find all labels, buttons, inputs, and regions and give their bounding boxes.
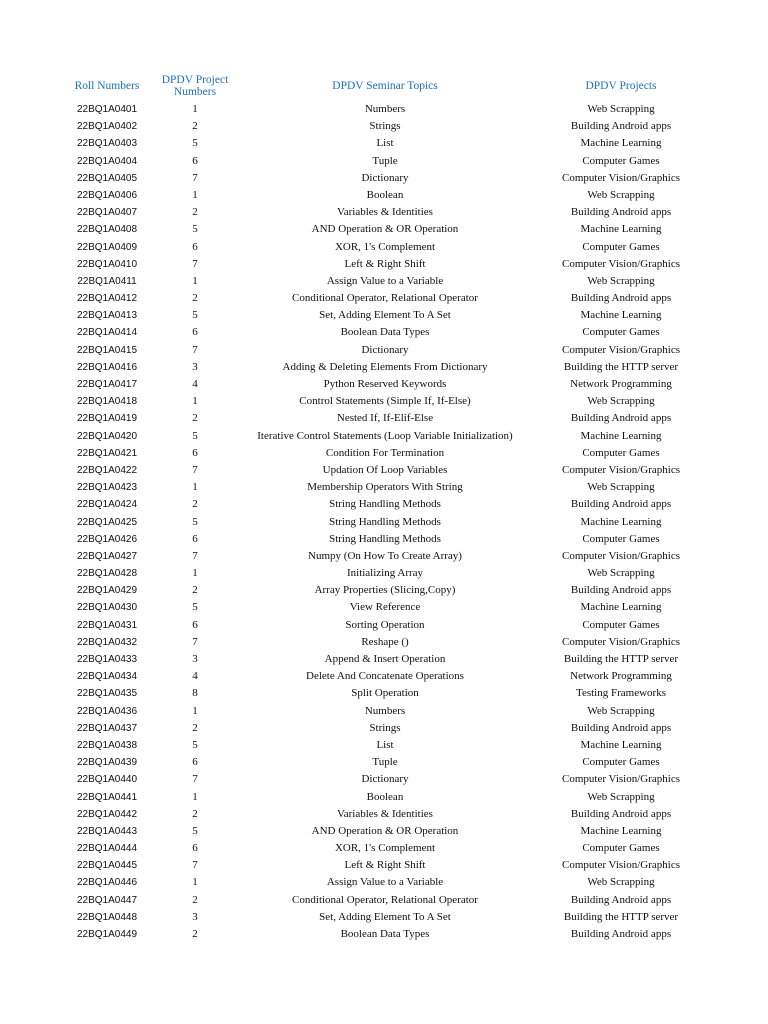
project-number-cell: 2	[192, 721, 198, 734]
project-number-cell: 4	[192, 670, 198, 683]
project-number-cell: 3	[192, 653, 198, 665]
seminar-topic-cell: Adding & Deleting Elements From Dictionary	[282, 360, 488, 373]
table-row	[0, 496, 768, 513]
roll-number-cell: 22BQ1A0449	[76, 929, 138, 940]
project-number-cell: 7	[192, 257, 198, 270]
roll-number-cell: 22BQ1A0443	[76, 825, 138, 837]
roll-number-cell: 22BQ1A0438	[76, 739, 138, 751]
project-number-cell: 1	[192, 188, 198, 201]
table-header	[0, 72, 768, 100]
roll-number-cell: 22BQ1A0408	[76, 224, 138, 236]
seminar-topic-cell: Delete And Concatenate Operations	[306, 670, 464, 683]
roll-number-cell: 22BQ1A0425	[76, 516, 138, 528]
project-number-cell: 4	[192, 378, 198, 390]
project-number-cell: 5	[192, 515, 198, 528]
seminar-topic-cell: XOR, 1's Complement	[334, 842, 436, 855]
table-row	[0, 789, 768, 806]
roll-number-cell: 22BQ1A0445	[76, 860, 138, 872]
seminar-topic-cell: Initializing Array	[346, 567, 424, 580]
roll-number-cell: 22BQ1A0401	[76, 104, 138, 115]
project-number-cell: 6	[192, 326, 198, 339]
project-cell: Computer Games	[582, 154, 660, 167]
table-row	[0, 187, 768, 204]
roll-number-cell: 22BQ1A0435	[76, 688, 138, 700]
project-number-cell: 6	[192, 240, 198, 253]
project-number-cell: 1	[192, 567, 198, 580]
table-row	[0, 565, 768, 582]
roll-number-cell: 22BQ1A0419	[76, 413, 138, 425]
project-cell: Web Scrapping	[587, 876, 655, 889]
project-cell: Building Android apps	[570, 807, 672, 820]
project-cell: Building Android apps	[570, 893, 672, 906]
project-cell: Computer Vision/Graphics	[562, 859, 680, 872]
seminar-topic-cell: Reshape ()	[361, 635, 409, 648]
seminar-topic-cell: Append & Insert Operation	[324, 653, 446, 665]
roll-number-cell: 22BQ1A0448	[76, 911, 138, 923]
project-number-cell: 3	[192, 360, 198, 373]
project-number-cell: 2	[192, 206, 198, 219]
project-cell: Web Scrapping	[587, 395, 655, 408]
seminar-topic-cell: List	[376, 738, 394, 751]
table-row	[0, 685, 768, 702]
project-cell: Building the HTTP server	[563, 360, 679, 373]
project-number-cell: 5	[192, 137, 198, 150]
roll-number-cell: 22BQ1A0432	[76, 636, 138, 648]
seminar-topic-cell: String Handling Methods	[329, 498, 441, 511]
project-number-cell: 7	[192, 859, 198, 872]
project-cell: Network Programming	[570, 670, 672, 683]
project-cell: Machine Learning	[580, 738, 662, 751]
roll-number-cell: 22BQ1A0414	[76, 327, 138, 339]
project-number-cell: 6	[192, 532, 198, 545]
table-row	[0, 720, 768, 737]
seminar-topic-cell: Variables & Identities	[337, 807, 433, 820]
roll-number-cell: 22BQ1A0434	[76, 671, 138, 683]
table-row	[0, 204, 768, 221]
project-number-cell: 5	[192, 429, 198, 442]
seminar-topic-cell: String Handling Methods	[329, 515, 441, 528]
seminar-topic-cell: Conditional Operator, Relational Operator	[292, 893, 478, 906]
project-cell: Computer Vision/Graphics	[562, 257, 680, 270]
table-row	[0, 221, 768, 238]
seminar-topic-cell: Tuple	[372, 756, 398, 769]
project-number-cell: 1	[192, 790, 198, 803]
project-cell: Building Android apps	[570, 928, 672, 940]
project-number-cell: 7	[192, 635, 198, 648]
project-cell: Computer Vision/Graphics	[562, 343, 680, 356]
seminar-topic-cell: Numpy (On How To Create Array)	[308, 549, 462, 562]
roll-number-cell: 22BQ1A0403	[76, 138, 138, 150]
project-number-cell: 7	[192, 773, 198, 786]
project-cell: Machine Learning	[580, 429, 662, 442]
project-cell: Computer Vision/Graphics	[562, 463, 680, 476]
roll-number-cell: 22BQ1A0444	[76, 843, 138, 855]
seminar-topic-cell: Python Reserved Keywords	[323, 378, 447, 390]
seminar-topic-cell: Assign Value to a Variable	[326, 876, 444, 889]
table-row	[0, 290, 768, 307]
project-number-cell: 1	[192, 395, 198, 408]
table-row	[0, 135, 768, 152]
seminar-topic-cell: Variables & Identities	[337, 206, 433, 219]
project-number-cell: 6	[192, 446, 198, 459]
seminar-topic-cell: Assign Value to a Variable	[326, 274, 444, 287]
seminar-topic-cell: Strings	[369, 120, 401, 133]
header-project-numbers: DPDV Project Numbers	[161, 74, 229, 98]
seminar-topic-cell: Conditional Operator, Relational Operator	[292, 292, 478, 305]
project-number-cell: 6	[192, 154, 198, 167]
table-row	[0, 909, 768, 926]
table-row	[0, 840, 768, 857]
seminar-topic-cell: Updation Of Loop Variables	[322, 463, 448, 476]
roll-number-cell: 22BQ1A0424	[76, 499, 138, 511]
table-row	[0, 479, 768, 496]
roll-number-cell: 22BQ1A0446	[76, 877, 138, 889]
project-number-cell: 1	[192, 274, 198, 287]
roll-number-cell: 22BQ1A0404	[76, 155, 138, 167]
project-number-cell: 2	[192, 928, 198, 940]
table-row	[0, 393, 768, 410]
seminar-topic-cell: Boolean Data Types	[340, 928, 430, 940]
table-row	[0, 634, 768, 651]
project-cell: Machine Learning	[580, 137, 662, 150]
seminar-topic-cell: Strings	[369, 721, 401, 734]
table-row	[0, 170, 768, 187]
table-row	[0, 324, 768, 341]
project-cell: Web Scrapping	[587, 481, 655, 494]
table-row	[0, 531, 768, 548]
project-number-cell: 1	[192, 876, 198, 889]
table-row	[0, 892, 768, 909]
project-cell: Web Scrapping	[587, 704, 655, 717]
project-cell: Building Android apps	[570, 584, 672, 597]
project-number-cell: 5	[192, 824, 198, 837]
project-cell: Computer Games	[582, 618, 660, 631]
roll-number-cell: 22BQ1A0421	[76, 447, 138, 459]
project-number-cell: 6	[192, 756, 198, 769]
table-row	[0, 874, 768, 891]
project-number-cell: 5	[192, 223, 198, 236]
project-cell: Web Scrapping	[587, 567, 655, 580]
project-cell: Building Android apps	[570, 412, 672, 425]
roll-number-cell: 22BQ1A0422	[76, 464, 138, 476]
table-row	[0, 239, 768, 256]
project-number-cell: 2	[192, 120, 198, 133]
project-cell: Building Android apps	[570, 120, 672, 133]
roll-number-cell: 22BQ1A0418	[76, 396, 138, 408]
project-number-cell: 1	[192, 704, 198, 717]
table-row	[0, 651, 768, 668]
project-number-cell: 7	[192, 463, 198, 476]
seminar-topic-cell: List	[376, 137, 394, 150]
project-number-cell: 7	[192, 549, 198, 562]
roll-number-cell: 22BQ1A0402	[76, 121, 138, 133]
seminar-topic-cell: String Handling Methods	[329, 532, 441, 545]
table-body	[0, 101, 768, 943]
table-row	[0, 806, 768, 823]
project-cell: Building Android apps	[570, 721, 672, 734]
seminar-topic-cell: AND Operation & OR Operation	[311, 824, 459, 837]
seminar-topic-cell: Nested If, If-Elif-Else	[336, 412, 434, 425]
roll-number-cell: 22BQ1A0431	[76, 619, 138, 631]
seminar-topic-cell: Set, Adding Element To A Set	[319, 309, 451, 322]
project-cell: Machine Learning	[580, 601, 662, 614]
project-cell: Building the HTTP server	[563, 910, 679, 923]
project-number-cell: 7	[192, 343, 198, 356]
table-row	[0, 823, 768, 840]
roll-number-cell: 22BQ1A0426	[76, 533, 138, 545]
table-row	[0, 118, 768, 135]
project-cell: Machine Learning	[580, 223, 662, 236]
project-number-cell: 5	[192, 738, 198, 751]
roll-number-cell: 22BQ1A0410	[76, 258, 138, 270]
header-seminar-topics: DPDV Seminar Topics	[332, 80, 438, 92]
table-row	[0, 926, 768, 943]
project-cell: Computer Games	[582, 240, 660, 253]
project-number-cell: 7	[192, 171, 198, 184]
seminar-topic-cell: View Reference	[349, 601, 421, 614]
project-number-cell: 5	[192, 309, 198, 322]
seminar-topic-cell: Dictionary	[361, 773, 409, 786]
seminar-topic-cell: XOR, 1's Complement	[334, 240, 436, 253]
table-row	[0, 737, 768, 754]
roll-number-cell: 22BQ1A0417	[76, 379, 138, 390]
seminar-topic-cell: Left & Right Shift	[344, 859, 426, 872]
roll-number-cell: 22BQ1A0405	[76, 172, 138, 184]
project-number-cell: 2	[192, 584, 198, 597]
project-cell: Machine Learning	[580, 824, 662, 837]
project-cell: Web Scrapping	[587, 274, 655, 287]
project-cell: Building Android apps	[570, 206, 672, 219]
project-cell: Machine Learning	[580, 309, 662, 322]
table-row	[0, 462, 768, 479]
roll-number-cell: 22BQ1A0427	[76, 550, 138, 562]
roll-number-cell: 22BQ1A0442	[76, 808, 138, 820]
project-number-cell: 3	[192, 910, 198, 923]
roll-number-cell: 22BQ1A0441	[76, 791, 138, 803]
project-cell: Computer Vision/Graphics	[562, 171, 680, 184]
project-cell: Computer Vision/Graphics	[562, 635, 680, 648]
project-cell: Computer Games	[582, 756, 660, 769]
roll-number-cell: 22BQ1A0439	[76, 757, 138, 769]
table-row	[0, 428, 768, 445]
seminar-topic-cell: Boolean	[366, 790, 404, 803]
seminar-topic-cell: Tuple	[372, 154, 398, 167]
table-row	[0, 256, 768, 273]
table-row	[0, 514, 768, 531]
project-number-cell: 2	[192, 807, 198, 820]
roll-number-cell: 22BQ1A0430	[76, 602, 138, 614]
project-cell: Web Scrapping	[587, 103, 655, 115]
table-row	[0, 617, 768, 634]
seminar-topic-cell: Sorting Operation	[345, 618, 425, 631]
project-number-cell: 8	[192, 687, 198, 700]
seminar-topic-cell: Dictionary	[361, 343, 409, 356]
roll-number-cell: 22BQ1A0406	[76, 189, 138, 201]
project-cell: Web Scrapping	[587, 188, 655, 201]
seminar-topic-cell: AND Operation & OR Operation	[311, 223, 459, 236]
seminar-topic-cell: Membership Operators With String	[307, 481, 463, 494]
seminar-topic-cell: Numbers	[364, 103, 406, 115]
project-number-cell: 2	[192, 498, 198, 511]
roll-number-cell: 22BQ1A0413	[76, 310, 138, 322]
roll-number-cell: 22BQ1A0428	[76, 568, 138, 580]
table-row	[0, 101, 768, 118]
table-row	[0, 307, 768, 324]
roll-number-cell: 22BQ1A0420	[76, 430, 138, 442]
header-roll-numbers: Roll Numbers	[74, 80, 140, 92]
seminar-topic-cell: Condition For Termination	[325, 446, 445, 459]
project-cell: Computer Games	[582, 842, 660, 855]
table-row	[0, 668, 768, 685]
roll-number-cell: 22BQ1A0440	[76, 774, 138, 786]
roll-number-cell: 22BQ1A0412	[76, 293, 138, 305]
project-cell: Computer Vision/Graphics	[562, 549, 680, 562]
project-cell: Building Android apps	[570, 498, 672, 511]
seminar-topic-cell: Split Operation	[351, 687, 419, 700]
table-row	[0, 771, 768, 788]
roll-number-cell: 22BQ1A0416	[76, 361, 138, 373]
table-row	[0, 273, 768, 290]
table-row	[0, 445, 768, 462]
project-cell: Building Android apps	[570, 292, 672, 305]
table-row	[0, 582, 768, 599]
roll-number-cell: 22BQ1A0447	[76, 894, 138, 906]
project-cell: Network Programming	[570, 378, 672, 390]
project-cell: Computer Vision/Graphics	[562, 773, 680, 786]
table-row	[0, 359, 768, 376]
roll-number-cell: 22BQ1A0437	[76, 722, 138, 734]
seminar-topic-cell: Boolean Data Types	[340, 326, 430, 339]
roll-number-cell: 22BQ1A0433	[76, 654, 138, 665]
seminar-topic-cell: Boolean	[366, 188, 404, 201]
project-cell: Testing Frameworks	[576, 687, 666, 700]
seminar-topic-cell: Iterative Control Statements (Loop Variable Initialization)	[257, 429, 513, 442]
project-number-cell: 1	[192, 103, 198, 115]
table-row	[0, 703, 768, 720]
project-number-cell: 2	[192, 412, 198, 425]
seminar-topic-cell: Set, Adding Element To A Set	[319, 910, 451, 923]
project-number-cell: 6	[192, 842, 198, 855]
roll-number-cell: 22BQ1A0423	[76, 482, 138, 494]
seminar-topic-cell: Array Properties (Slicing,Copy)	[314, 584, 456, 597]
project-cell: Computer Games	[582, 446, 660, 459]
project-number-cell: 5	[192, 601, 198, 614]
project-number-cell: 2	[192, 893, 198, 906]
table-row	[0, 376, 768, 393]
roll-number-cell: 22BQ1A0407	[76, 207, 138, 219]
table-row	[0, 342, 768, 359]
project-number-cell: 2	[192, 292, 198, 305]
table-row	[0, 410, 768, 427]
roll-number-cell: 22BQ1A0415	[76, 344, 138, 356]
roll-number-cell: 22BQ1A0411	[77, 275, 137, 287]
project-number-cell: 1	[192, 481, 198, 494]
seminar-topic-cell: Numbers	[364, 704, 406, 717]
table-row	[0, 548, 768, 565]
project-cell: Building the HTTP server	[563, 653, 679, 665]
roll-number-cell: 22BQ1A0436	[76, 705, 138, 717]
table-row	[0, 153, 768, 170]
project-cell: Computer Games	[582, 326, 660, 339]
seminar-topic-cell: Dictionary	[361, 171, 409, 184]
seminar-topic-cell: Control Statements (Simple If, If-Else)	[299, 395, 471, 408]
table-row	[0, 754, 768, 771]
roll-number-cell: 22BQ1A0409	[76, 241, 138, 253]
table-row	[0, 599, 768, 616]
project-cell: Machine Learning	[580, 515, 662, 528]
project-number-cell: 6	[192, 618, 198, 631]
project-cell: Computer Games	[582, 532, 660, 545]
project-cell: Web Scrapping	[587, 790, 655, 803]
seminar-topic-cell: Left & Right Shift	[344, 257, 426, 270]
header-projects: DPDV Projects	[585, 80, 657, 92]
table-row	[0, 857, 768, 874]
roll-number-cell: 22BQ1A0429	[76, 585, 138, 597]
